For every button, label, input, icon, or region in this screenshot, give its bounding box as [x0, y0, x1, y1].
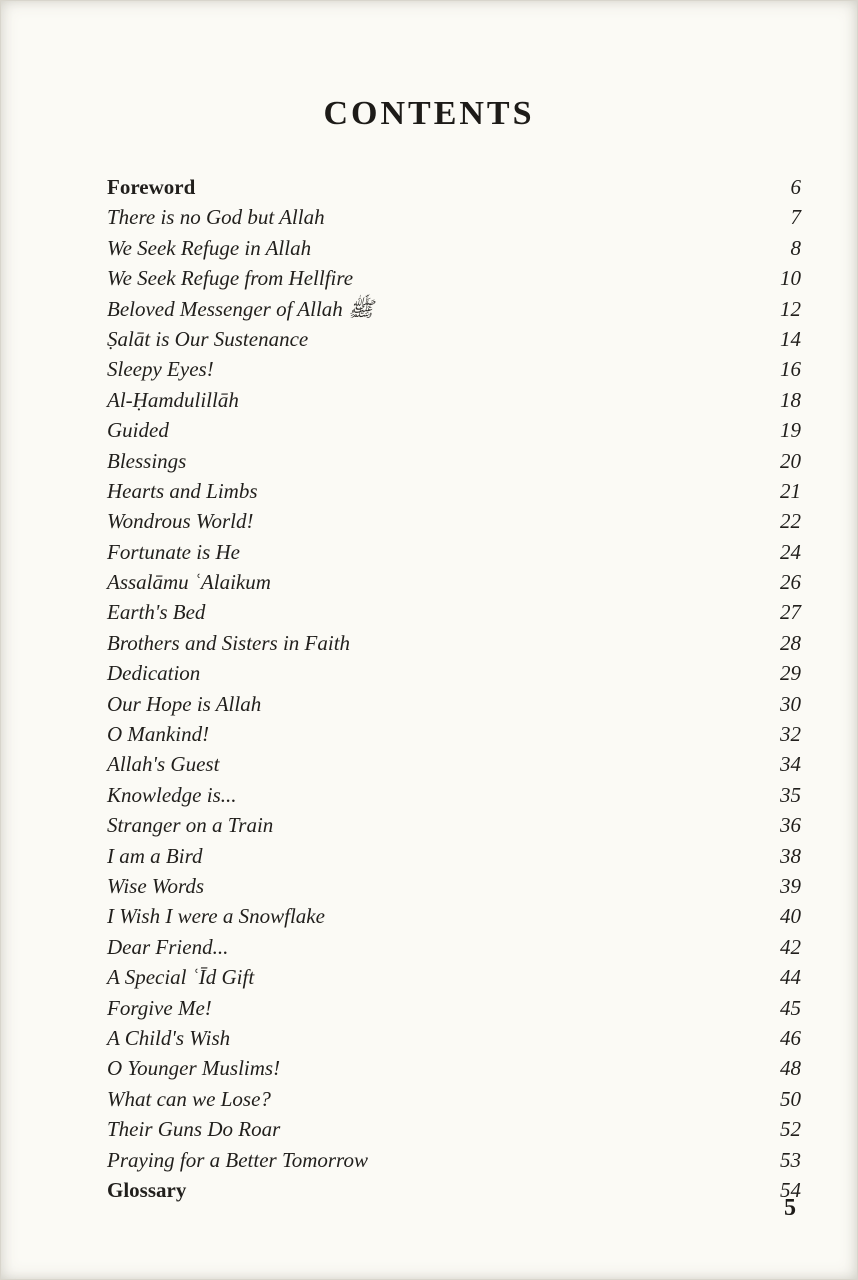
toc-entry-label: O Mankind!: [107, 722, 210, 747]
toc-entry: [107, 1175, 801, 1205]
toc-entry-page-number: 35: [780, 782, 801, 807]
toc-entry-page-number: 44: [780, 965, 801, 990]
toc-entry-page-number: 19: [780, 418, 801, 443]
toc-entry-page-number: 52: [780, 1117, 801, 1142]
toc-entry-page-number: 39: [780, 873, 801, 898]
toc-entry: [107, 446, 801, 476]
toc-entry-label: Stranger on a Train: [107, 813, 274, 838]
toc-entry: [107, 1114, 801, 1144]
toc-entry-label: Dear Friend...: [107, 934, 229, 959]
toc-entry: [107, 263, 801, 293]
toc-entry-label: I am a Bird: [107, 843, 203, 868]
toc-entry-label: I Wish I were a Snowflake: [107, 904, 325, 929]
toc-entry-label: Earth's Bed: [107, 600, 206, 625]
toc-entry-label: What can we Lose?: [107, 1086, 271, 1111]
toc-entry-label: We Seek Refuge from Hellfire: [107, 266, 354, 291]
toc-entry-label: Dedication: [107, 661, 201, 686]
toc-entry: [107, 1023, 801, 1053]
toc-entry-label: Guided: [107, 418, 169, 443]
toc-entry-page-number: 40: [780, 904, 801, 929]
toc-entry: [107, 1145, 801, 1175]
toc-entry: [107, 233, 801, 263]
toc-entry-page-number: 46: [780, 1025, 801, 1050]
toc-entry: [107, 871, 801, 901]
toc-entry-page-number: 42: [780, 934, 801, 959]
toc-entry-label: Our Hope is Allah: [107, 691, 262, 716]
toc-entry-page-number: 24: [780, 539, 801, 564]
toc-entry: [107, 415, 801, 445]
toc-entry: [107, 932, 801, 962]
toc-entry-page-number: 6: [790, 175, 801, 199]
toc-entry-page-number: 53: [780, 1147, 801, 1172]
toc-entry-label: O Younger Muslims!: [107, 1056, 281, 1081]
toc-entry: [107, 597, 801, 627]
toc-entry-label: Assalāmu ʿAlaikum: [107, 570, 271, 595]
toc-entry-page-number: 10: [780, 266, 801, 291]
toc-entry-page-number: 45: [780, 995, 801, 1020]
toc-entry: [107, 689, 801, 719]
toc-entry: [107, 810, 801, 840]
toc-entry-label: We Seek Refuge in Allah: [107, 235, 312, 260]
toc-entry-page-number: 36: [780, 813, 801, 838]
toc-entry: [107, 901, 801, 931]
toc-entry-page-number: 8: [790, 235, 801, 260]
toc-entry-page-number: 50: [780, 1086, 801, 1111]
toc-entry-page-number: 16: [780, 357, 801, 382]
toc-entry-page-number: 18: [780, 387, 801, 412]
toc-entry-label: Fortunate is He: [107, 539, 240, 564]
toc-entry: [107, 993, 801, 1023]
toc-entry-label: Wondrous World!: [107, 509, 254, 534]
toc-entry-label: Wise Words: [107, 873, 205, 898]
toc-entry: [107, 567, 801, 597]
toc-entry-page-number: 27: [780, 600, 801, 625]
toc-entry-page-number: 26: [780, 570, 801, 595]
toc-entry-page-number: 38: [780, 843, 801, 868]
toc-entry-page-number: 21: [780, 478, 801, 503]
toc-entry-label: Allah's Guest: [107, 752, 220, 777]
toc-entry-label: Blessings: [107, 448, 187, 473]
toc-entry-label: Knowledge is...: [107, 782, 237, 807]
toc-entry-label: Glossary: [107, 1177, 187, 1202]
toc-entry-page-number: 12: [780, 296, 801, 321]
page-number: 5: [784, 1195, 796, 1221]
toc-entry-label: Sleepy Eyes!: [107, 357, 214, 382]
toc-entry-page-number: 22: [780, 509, 801, 534]
toc-entry: [107, 962, 801, 992]
toc-entry: [107, 324, 801, 354]
toc-entry-label: Forgive Me!: [107, 995, 212, 1020]
toc-entry-page-number: 7: [790, 205, 801, 230]
toc-entry-label: Brothers and Sisters in Faith: [107, 630, 351, 655]
toc-entry-page-number: 54: [780, 1177, 801, 1202]
toc-entry: [107, 1053, 801, 1083]
toc-entry: [107, 294, 801, 324]
page-title: CONTENTS: [323, 95, 535, 132]
toc-entry: [107, 537, 801, 567]
toc-entry: [107, 202, 801, 232]
toc-entry-page-number: 14: [780, 326, 801, 351]
toc-entry-page-number: 48: [780, 1056, 801, 1081]
toc-entry: [107, 780, 801, 810]
toc-entry-label: Their Guns Do Roar: [107, 1117, 281, 1142]
toc-entry-label: Foreword: [107, 175, 196, 199]
toc-entry: [107, 1084, 801, 1114]
toc-entry-label: Al-Ḥamdulillāh: [107, 387, 239, 412]
toc-entry-page-number: 34: [780, 752, 801, 777]
toc-entry-label: Hearts and Limbs: [107, 478, 258, 503]
toc-entry-label: A Child's Wish: [107, 1025, 231, 1050]
toc-entry: [107, 658, 801, 688]
toc-entry: [107, 749, 801, 779]
toc-entry: [107, 841, 801, 871]
toc-entry: [107, 719, 801, 749]
toc-entry-page-number: 32: [780, 722, 801, 747]
table-of-contents: [107, 172, 801, 1205]
toc-entry-page-number: 28: [780, 630, 801, 655]
toc-entry-label: A Special ʿĪd Gift: [107, 965, 255, 990]
toc-entry: [107, 385, 801, 415]
toc-entry: [107, 172, 801, 202]
toc-entry-label: There is no God but Allah: [107, 205, 325, 230]
toc-entry: [107, 628, 801, 658]
toc-entry: [107, 476, 801, 506]
toc-entry-label: Praying for a Better Tomorrow: [107, 1147, 368, 1172]
toc-entry-page-number: 30: [780, 691, 801, 716]
toc-entry-page-number: 20: [780, 448, 801, 473]
toc-entry-page-number: 29: [780, 661, 801, 686]
toc-entry: [107, 354, 801, 384]
toc-entry-label: Beloved Messenger of Allah ﷺ: [107, 296, 374, 321]
toc-entry-label: Ṣalāt is Our Sustenance: [107, 326, 309, 351]
toc-entry: [107, 506, 801, 536]
